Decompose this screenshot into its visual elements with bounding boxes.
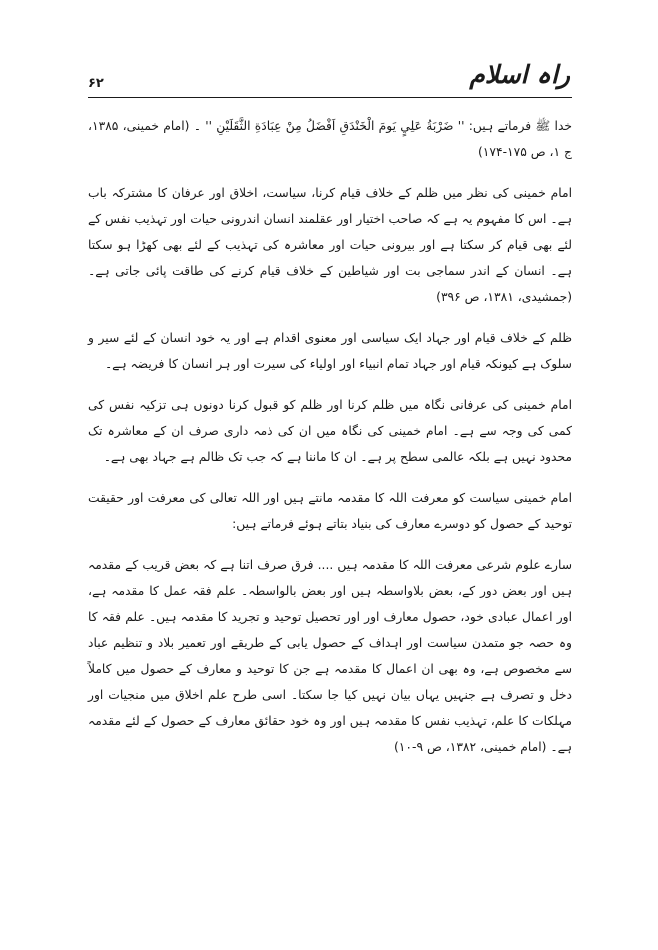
paragraph-politics-introduction: امام خمینی سیاست کو معرفت اللہ کا مقدمہ مانتے ہیں اور اللہ تعالی کی معرفت اور حقیقت توحید کے حصول کو دوسرے معارف کی بنیاد بتاتے ہوئے فرماتے ہیں:: [88, 491, 572, 531]
header-rule: [88, 97, 572, 98]
page-header: [88, 58, 572, 98]
page-body: [88, 113, 572, 775]
page-number: ۶۲: [88, 76, 104, 91]
running-title: راہ اسلام: [469, 60, 570, 89]
paragraph-sharia-sciences-quote: سارے علوم شرعی معرفت اللہ کا مقدمہ ہیں .... فرق صرف اتنا ہے کہ بعض قریب کے مقدمہ ہیں اور بعض دور کے، بعض بلاواسطہ ہیں اور بعض بالواسطہ۔ علم فقہ عمل کا مقدمہ ہے، اور اعمال عبادی خود، حصول معارف اور اور تحصیل توحید و تجرید کا مقدمہ ہیں۔ علم فقہ کا وہ حصہ جو متمدن سیاست اور اہداف کے حصول یابی کے طریقے اور تعمیر بلاد و تنظیم عباد سے مخصوص ہے، وہ بھی ان اعمال کا مقدمہ ہے جن کا توحید و معارف کے حصول میں کاملاً دخل و تصرف ہے جنہیں یہاں بیان نہیں کیا جا سکتا۔ اسی طرح علم اخلاق میں منجیات اور مہلکات کا علم، تہذیب نفس کا مقدمہ ہیں اور وہ خود حقائق معارف کے حصول کے لئے مقدمہ ہے۔ (امام خمینی، ۱۳۸۲، ص ۹-۱۰): [88, 558, 572, 754]
paragraph-hadith-quote: خدا ﷺ فرماتے ہیں: '' ضَرْبَةُ عَلِيٍ يَومَ الْخَنْدَقِ اَفْضَلُ مِنْ عِبَادَةِ الثَّقَلَيْنِ '' ۔ (امام خمینی، ۱۳۸۵، ج ۱، ص ۱۷۵-۱۷۴): [88, 119, 572, 159]
paragraph-jihad-spiritual-journey: ظلم کے خلاف قیام اور جہاد ایک سیاسی اور معنوی اقدام ہے اور یہ خود انسان کے لئے سیر و سلوک ہے کیونکہ قیام اور جہاد تمام انبیاء اور اولیاء کی سیرت اور ہر انسان کا فریضہ ہے۔: [88, 331, 572, 371]
paragraph-uprising-against-oppression: امام خمینی کی نظر میں ظلم کے خلاف قیام کرنا، سیاست، اخلاق اور عرفان کا مشترکہ باب ہے۔ اس کا مفہوم یہ ہے کہ صاحب اختیار اور عقلمند انسان اندرونی حیات اور تہذیب نفس کے لئے بھی قیام کر سکتا ہے اور بیرونی حیات اور معاشرہ کی تہذیب کے لئے بھی کھڑا ہو سکتا ہے۔ انسان کے اندر سماجی بت اور شیاطین کے خلاف قیام کرنے کی طاقت پائی جاتی ہے۔ (جمشیدی، ۱۳۸۱، ص ۳۹۶): [88, 186, 572, 304]
paragraph-mystical-view: امام خمینی کی عرفانی نگاہ میں ظلم کرنا اور ظلم کو قبول کرنا دونوں ہی تزکیہ نفس کی کمی کی وجہ سے ہے۔ امام خمینی کی نگاہ میں ان کی ذمہ داری صرف ان کے معاشرہ تک محدود نہیں ہے بلکہ عالمی سطح پر ہے۔ ان کا ماننا ہے کہ جب تک ظالم ہے جہاد بھی ہے۔: [88, 398, 572, 464]
